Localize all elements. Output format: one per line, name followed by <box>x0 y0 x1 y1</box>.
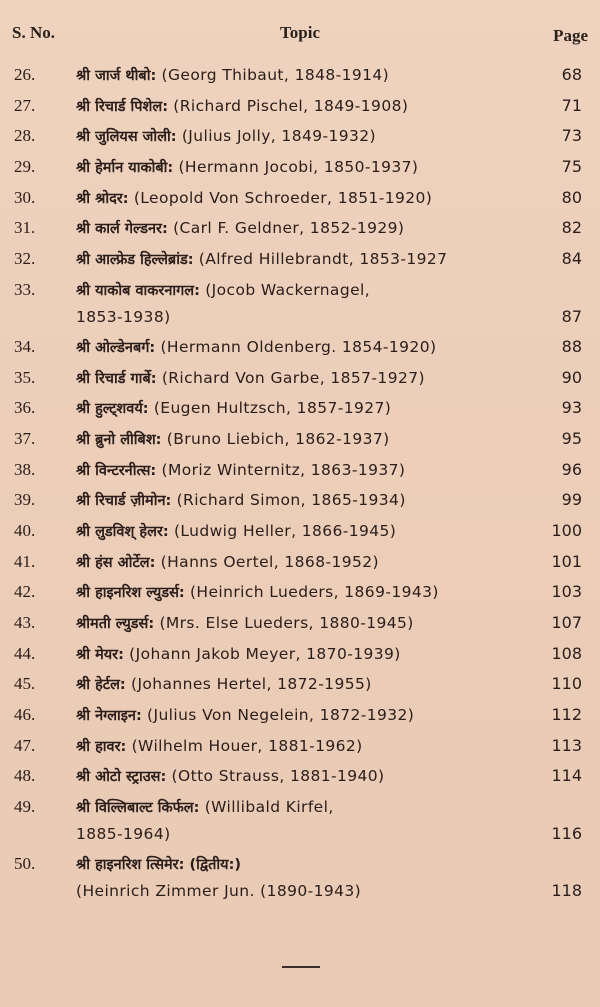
page-number: 110 <box>551 674 582 694</box>
table-row <box>0 485 600 516</box>
topic-hindi: श्री हंस ओर्टेल: <box>76 554 156 571</box>
page-number: 90 <box>561 367 582 387</box>
serial-number: 38. <box>14 459 36 479</box>
table-row <box>0 393 600 424</box>
serial-number: 49. <box>14 797 36 817</box>
topic-hindi: श्री ब्रुनो लीबिश: <box>76 431 162 448</box>
topic-english-continued: 1853-1938) <box>76 307 171 326</box>
table-row <box>0 516 600 547</box>
serial-number: 44. <box>14 643 36 663</box>
table-row <box>0 547 600 578</box>
topic-hindi: श्री रिचार्ड ज़ीमोन: <box>76 493 172 510</box>
serial-number: 35. <box>14 367 36 387</box>
page-number: 114 <box>551 766 582 786</box>
header-serial-number: S. No. <box>12 23 55 42</box>
topic-entry <box>76 152 551 184</box>
header-page: Page <box>553 26 588 45</box>
topic-english: (Johann Jakob Meyer, 1870-1939) <box>129 644 401 663</box>
page-number: 84 <box>561 249 582 269</box>
topic-english: (Otto Strauss, 1881-1940) <box>171 767 385 786</box>
topic-english: (Richard Simon, 1865-1934) <box>176 491 406 510</box>
table-row <box>0 455 600 486</box>
header-topic: Topic <box>280 23 321 42</box>
topic-hindi: श्री नेग्लाइन: <box>76 708 142 725</box>
topic-english: (Carl F. Geldner, 1852-1929) <box>173 219 405 238</box>
table-row <box>0 761 600 792</box>
page-number: 71 <box>561 95 582 115</box>
page-number: 88 <box>561 336 582 356</box>
topic-entry <box>76 516 551 548</box>
serial-number: 27. <box>14 95 36 115</box>
topic-english: (Georg Thibaut, 1848-1914) <box>161 66 390 84</box>
topic-hindi: श्री ओटो स्ट्राउस: <box>76 769 167 786</box>
topic-hindi: श्री हावर: <box>76 738 127 755</box>
topic-hindi: श्री जार्ज थीबो: <box>76 68 157 84</box>
topic-entry <box>76 669 551 701</box>
page-number: 80 <box>561 187 582 207</box>
serial-number: 46. <box>14 705 36 725</box>
table-row <box>0 91 600 122</box>
topic-entry <box>76 547 551 579</box>
serial-number: 50. <box>14 854 36 874</box>
page-number: 87 <box>561 306 582 326</box>
table-row <box>0 213 600 244</box>
serial-number: 45. <box>14 674 36 694</box>
topic-entry <box>76 183 551 215</box>
serial-number: 28. <box>14 126 36 146</box>
topic-hindi: श्री रिचार्ड पिशेल: <box>76 98 169 115</box>
topic-english: (Richard Von Garbe, 1857-1927) <box>161 368 425 387</box>
contents-list <box>0 60 600 906</box>
page-number: 118 <box>551 881 582 901</box>
topic-english: (Richard Pischel, 1849-1908) <box>173 96 409 115</box>
topic-entry <box>76 332 551 364</box>
table-row <box>0 731 600 762</box>
topic-hindi: श्री लुडविश् हेलर: <box>76 523 169 540</box>
topic-hindi: श्रीमती ल्युडर्स: <box>76 616 155 632</box>
serial-number: 40. <box>14 520 36 540</box>
topic-entry <box>76 121 551 153</box>
page-number: 95 <box>561 428 582 448</box>
topic-hindi: श्री ओल्डेनबर्ग: <box>76 339 156 356</box>
topic-entry <box>76 485 551 517</box>
topic-english: (Heinrich Lueders, 1869-1943) <box>189 583 439 602</box>
page-number: 113 <box>551 735 582 755</box>
table-row <box>0 577 600 608</box>
table-row <box>0 639 600 670</box>
topic-english: (Hermann Jocobi, 1850-1937) <box>178 158 419 177</box>
topic-english: (Wilhelm Houer, 1881-1962) <box>131 736 363 755</box>
topic-hindi: श्री हुल्ट्शवर्य: <box>76 401 149 418</box>
topic-hindi: श्री याकोब वाकरनागल: <box>76 282 200 299</box>
topic-hindi: श्री विल्लिबाल्ट किर्फल: <box>76 800 200 817</box>
topic-english: (Leopold Von Schroeder, 1851-1920) <box>133 188 433 207</box>
topic-entry <box>76 393 551 425</box>
table-row <box>0 363 600 394</box>
page-number: 93 <box>561 398 582 418</box>
topic-english-continued: (Heinrich Zimmer Jun. (1890-1943) <box>76 882 362 901</box>
topic-english: (Julius Jolly, 1849-1932) <box>181 127 376 146</box>
topic-entry <box>76 731 551 763</box>
table-row <box>0 60 600 91</box>
topic-hindi: श्री हाइनरिश ल्युडर्स: <box>76 585 185 602</box>
topic-entry <box>76 455 551 487</box>
serial-number: 37. <box>14 428 36 448</box>
topic-hindi: श्री श्रोदर: <box>76 190 129 207</box>
table-header <box>0 20 600 52</box>
table-row <box>0 608 600 639</box>
page-number: 68 <box>561 65 582 84</box>
serial-number: 34. <box>14 336 36 356</box>
topic-hindi: श्री विन्टरनीत्स: <box>76 462 157 479</box>
serial-number: 48. <box>14 766 36 786</box>
table-row <box>0 700 600 731</box>
table-row <box>0 275 600 332</box>
serial-number: 41. <box>14 551 36 571</box>
table-row <box>0 152 600 183</box>
topic-english: (Bruno Liebich, 1862-1937) <box>166 429 390 448</box>
topic-english: (Alfred Hillebrandt, 1853-1927 <box>198 250 448 269</box>
topic-entry <box>76 761 551 793</box>
page-number: 101 <box>551 551 582 571</box>
table-row <box>0 244 600 275</box>
topic-entry <box>76 60 551 92</box>
serial-number: 36. <box>14 398 36 418</box>
table-row <box>0 669 600 700</box>
serial-number: 26. <box>14 65 36 84</box>
table-row <box>0 183 600 214</box>
page-number: 100 <box>551 520 582 540</box>
topic-english: (Jocob Wackernagel, <box>205 280 371 299</box>
topic-entry <box>76 608 551 640</box>
table-row <box>0 849 600 906</box>
topic-hindi: श्री आल्फ्रेड हिल्लेब्रांड: <box>76 252 194 269</box>
topic-hindi: श्री रिचार्ड गार्बे: <box>76 370 157 387</box>
topic-hindi: श्री कार्ल गेल्डनर: <box>76 221 168 238</box>
topic-hindi: श्री हेर्मान याकोबी: <box>76 160 174 177</box>
footer-rule <box>282 966 320 968</box>
serial-number: 47. <box>14 735 36 755</box>
page-number: 103 <box>551 582 582 602</box>
topic-entry <box>76 639 551 671</box>
topic-english: (Johannes Hertel, 1872-1955) <box>131 675 372 694</box>
topic-english: (Julius Von Negelein, 1872-1932) <box>147 706 415 725</box>
page-number: 75 <box>561 157 582 177</box>
topic-english: (Ludwig Heller, 1866-1945) <box>173 521 397 540</box>
topic-english: (Hermann Oldenberg. 1854-1920) <box>160 337 437 356</box>
topic-entry <box>76 213 551 245</box>
topic-entry <box>76 700 551 732</box>
page-number: 108 <box>551 643 582 663</box>
serial-number: 33. <box>14 279 36 299</box>
serial-number: 43. <box>14 613 36 632</box>
serial-number: 32. <box>14 249 36 269</box>
page-number: 82 <box>561 218 582 238</box>
table-row <box>0 332 600 363</box>
topic-english: (Willibald Kirfel, <box>204 798 334 817</box>
topic-entry <box>76 91 551 123</box>
serial-number: 29. <box>14 157 36 177</box>
serial-number: 39. <box>14 490 36 510</box>
topic-english: (Eugen Hultzsch, 1857-1927) <box>153 399 392 418</box>
serial-number: 42. <box>14 582 36 602</box>
topic-entry <box>76 577 551 609</box>
table-row <box>0 121 600 152</box>
page-number: 107 <box>551 613 582 632</box>
page-number: 96 <box>561 459 582 479</box>
topic-hindi: श्री जुलियस जोली: <box>76 129 177 146</box>
topic-entry <box>76 424 551 456</box>
topic-hindi: श्री मेयर: <box>76 646 124 663</box>
page-number: 112 <box>551 705 582 725</box>
serial-number: 31. <box>14 218 36 238</box>
topic-entry <box>76 244 551 276</box>
topic-english: (Hanns Oertel, 1868-1952) <box>160 552 379 571</box>
topic-english: (Mrs. Else Lueders, 1880-1945) <box>159 614 414 632</box>
page-number: 116 <box>551 824 582 844</box>
table-row <box>0 792 600 849</box>
topic-hindi: श्री हाइनरिश त्सिमेर: (द्वितीय:) <box>76 857 242 874</box>
topic-english: (Moriz Winternitz, 1863-1937) <box>161 460 406 479</box>
topic-english-continued: 1885-1964) <box>76 825 171 844</box>
serial-number: 30. <box>14 187 36 207</box>
page-number: 99 <box>561 490 582 510</box>
topic-entry <box>76 363 551 395</box>
page-number: 73 <box>561 126 582 146</box>
topic-hindi: श्री हेर्टल: <box>76 677 126 694</box>
table-row <box>0 424 600 455</box>
